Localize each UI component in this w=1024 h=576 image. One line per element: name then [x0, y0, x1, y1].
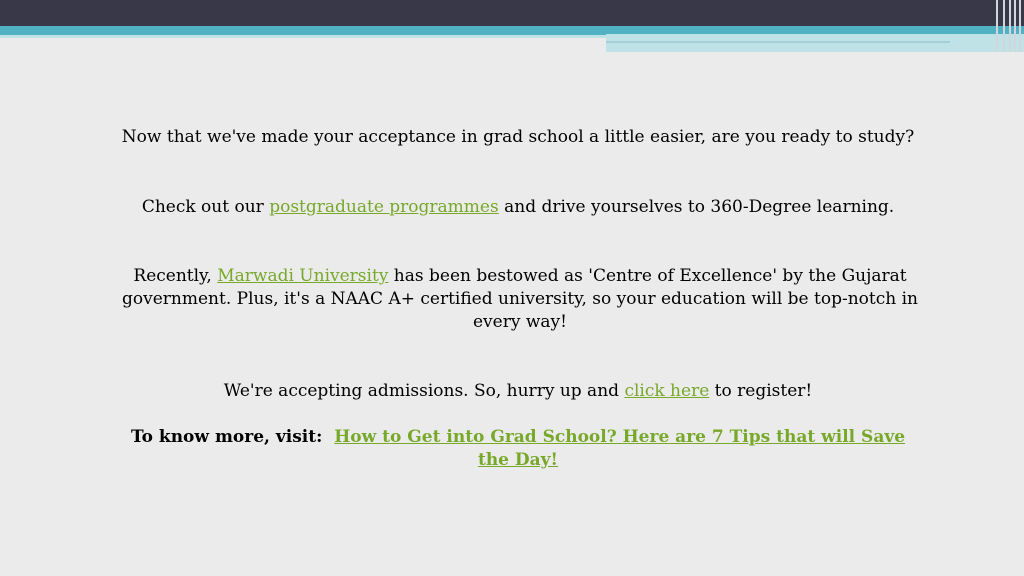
decor-vertical-line-3 — [1009, 0, 1011, 52]
paragraph-acceptance — [100, 126, 936, 149]
paragraph-admissions-before: We're accepting admissions. So, hurry up and — [223, 381, 625, 401]
marwadi-university-link[interactable]: Marwadi University — [217, 266, 389, 286]
decor-vertical-line-2 — [1003, 0, 1005, 52]
paragraph-know-more-before: To know more, visit: — [130, 427, 329, 447]
paragraph-admissions-after: to register! — [709, 381, 813, 401]
click-here-link[interactable]: click here — [624, 381, 710, 401]
paragraph-know-more — [118, 426, 918, 472]
grad-school-tips-link[interactable]: How to Get into Grad School? Here are 7 Tips that will Save the Day! — [334, 427, 906, 470]
decor-vertical-line-4 — [1014, 0, 1016, 52]
paragraph-acceptance-text: Now that we've made your acceptance in grad school a little easier, are you ready to study? — [121, 127, 915, 147]
paragraph-programmes — [100, 196, 936, 219]
header-light-band — [0, 35, 606, 38]
paragraph-university — [120, 265, 920, 334]
header-dark-bar — [0, 0, 1024, 26]
paragraph-university-before: Recently, — [133, 266, 218, 286]
postgraduate-programmes-link[interactable]: postgraduate programmes — [269, 197, 499, 217]
paragraph-programmes-before: Check out our — [141, 197, 270, 217]
decor-vertical-line-5 — [1019, 0, 1021, 52]
decor-vertical-line-1 — [996, 0, 998, 52]
header-right-block — [606, 34, 1024, 52]
paragraph-university-after: has been bestowed as 'Centre of Excellence' by the Gujarat government. Plus, it's a NAAC A+ certified university, so your education will be top-notch in every way! — [122, 266, 918, 332]
paragraph-programmes-after: and drive yourselves to 360-Degree learning. — [498, 197, 895, 217]
paragraph-admissions — [100, 380, 936, 403]
header-right-inner-line — [606, 41, 950, 43]
